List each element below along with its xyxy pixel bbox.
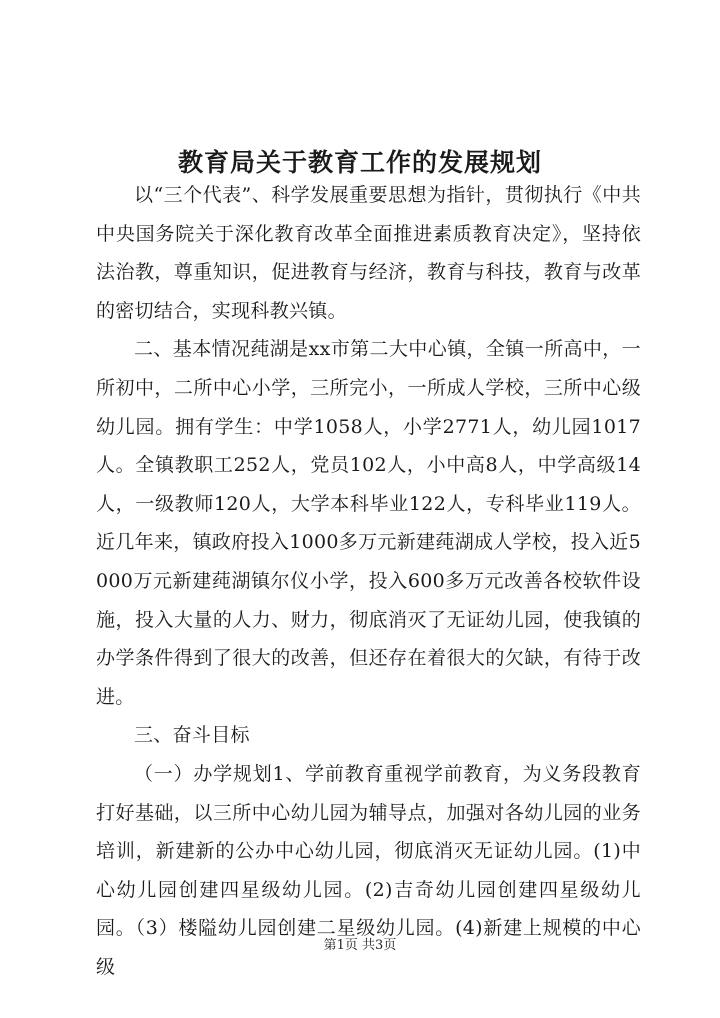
goals-heading: 三、奋斗目标 bbox=[134, 724, 250, 747]
document-title: 教育局关于教育工作的发展规划 bbox=[177, 147, 542, 177]
school-planning-paragraph: （一）办学规划1、学前教育重视学前教育，为义务段教育打好基础，以三所中心幼儿园为辅导点，加强对各幼儿园的业务培训，新建新的公办中心幼儿园，彻底消灭无证幼儿园。(1)中心幼儿园创建四星级幼儿园。(2)吉奇幼儿园创建四星级幼儿园。（3）楼隘幼儿园创建二星级幼儿园。(4)新建上规模的中心级 bbox=[96, 762, 641, 978]
page-number-footer: 第1页 共3页 bbox=[323, 938, 397, 953]
intro-paragraph: 以“三个代表”、科学发展重要思想为指针，贯彻执行《中共中央国务院关于深化教育改革全面推进素质教育决定》，坚持依法治教，尊重知识，促进教育与经济，教育与科技，教育与改革的密切结合，实现科教兴镇。 bbox=[96, 184, 641, 322]
document-body bbox=[96, 176, 641, 986]
basic-situation-paragraph: 二、基本情况莼湖是xx市第二大中心镇，全镇一所高中，一所初中，二所中心小学，三所完小，一所成人学校，三所中心级幼儿园。拥有学生：中学1058人，小学2771人，幼儿园1017人。全镇教职工252人，党员102人，小中高8人，中学高级14人，一级教师120人，大学本科毕业122人，专科毕业119人。近几年来，镇政府投入1000多万元新建莼湖成人学校，投入近5000万元新建莼湖镇尔仪小学，投入600多万元改善各校软件设施，投入大量的人力、财力，彻底消灭了无证幼儿园，使我镇的办学条件得到了很大的改善，但还存在着很大的欠缺，有待于改进。 bbox=[96, 338, 641, 708]
